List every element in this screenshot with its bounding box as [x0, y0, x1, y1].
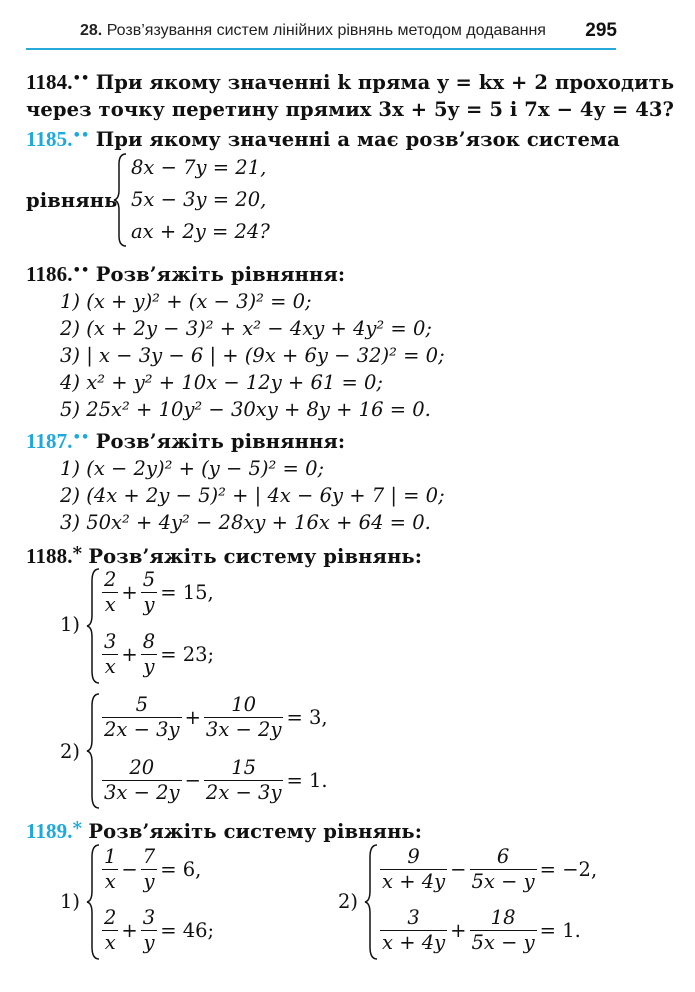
- fraction: $\frac{20}{3x - 2y}$: [104, 756, 180, 804]
- system-brace: [86, 692, 102, 810]
- system-row: $\frac{9}{x + 4y}$ − $\frac{6}{5x - y}$ = −2,: [382, 845, 598, 893]
- equation-item: 3) | x − 3y − 6 | + (9x + 6y − 32)² = 0;: [60, 344, 445, 367]
- fraction: $\frac{8}{y}$: [142, 630, 156, 678]
- fraction: $\frac{2}{x}$: [104, 906, 117, 954]
- fraction: $\frac{7}{y}$: [142, 845, 156, 893]
- header-rule: [26, 48, 616, 50]
- fraction: $\frac{5}{2x - 3y}$: [104, 693, 180, 741]
- fraction: $\frac{3}{x + 4y}$: [382, 906, 446, 954]
- fraction: $\frac{3}{x}$: [104, 630, 117, 678]
- system-brace: [86, 843, 102, 961]
- fraction: $\frac{1}{x}$: [104, 845, 117, 893]
- problem-1187-title: [26, 429, 345, 454]
- problem-text: Розв’яжіть систему рівнянь:: [88, 545, 423, 568]
- difficulty-mark: ••: [72, 71, 90, 86]
- system-row: $\frac{5}{2x - 3y}$ + $\frac{10}{3x - 2y}$ = 3,: [104, 693, 328, 741]
- difficulty-mark: *: [72, 818, 83, 839]
- fraction: $\frac{15}{2x - 3y}$: [205, 756, 282, 804]
- system-row: $\frac{1}{x}$ − $\frac{7}{y}$ = 6,: [104, 845, 202, 893]
- system-label: 1): [60, 890, 81, 913]
- problem-number: 1187.: [26, 429, 73, 453]
- system-label: рівнянь: [26, 189, 118, 212]
- system-brace: [86, 567, 102, 685]
- problem-1184-line2: через точку перетину прямих 3x + 5y = 5 і 7x − 4y = 43?: [26, 98, 675, 121]
- fraction: $\frac{3}{y}$: [142, 906, 156, 954]
- difficulty-mark: ••: [72, 128, 90, 143]
- problem-text: Розв’яжіть систему рівнянь:: [88, 820, 423, 843]
- equation-item: 5) 25x² + 10y² − 30xy + 8y + 16 = 0.: [60, 398, 431, 421]
- problem-number: 1184.: [26, 70, 73, 94]
- system-label: 2): [60, 740, 81, 763]
- system-eq2: 5x − 3y = 20,: [131, 188, 267, 211]
- equation-item: 2) (x + 2y − 3)² + x² − 4xy + 4y² = 0;: [60, 317, 432, 340]
- system-brace: [364, 843, 380, 961]
- fraction: $\frac{18}{5x - y}$: [471, 906, 535, 954]
- problem-1188-title: [26, 543, 422, 569]
- difficulty-mark: ••: [72, 430, 90, 445]
- system-row: $\frac{3}{x}$ + $\frac{8}{y}$ = 23;: [104, 630, 215, 678]
- problem-text: Розв’яжіть рівняння:: [95, 430, 346, 453]
- page-number: 295: [585, 20, 617, 41]
- system-brace: [113, 152, 129, 248]
- fraction: $\frac{9}{x + 4y}$: [382, 845, 446, 893]
- fraction: $\frac{6}{5x - y}$: [471, 845, 535, 893]
- problem-text: При якому значенні k пряма y = kx + 2 проходить: [95, 71, 675, 94]
- section-number: 28.: [80, 22, 103, 39]
- equation-item: 3) 50x² + 4y² − 28xy + 16x + 64 = 0.: [60, 511, 431, 534]
- problem-1184-line1: [26, 70, 674, 95]
- equation-item: 4) x² + y² + 10x − 12y + 61 = 0;: [60, 371, 383, 394]
- problem-number: 1188.: [26, 544, 73, 568]
- system-eq3: ax + 2y = 24?: [131, 220, 270, 243]
- equation-item: 1) (x + y)² + (x − 3)² = 0;: [60, 290, 312, 313]
- difficulty-mark: *: [72, 543, 83, 564]
- system-row: $\frac{2}{x}$ + $\frac{5}{y}$ = 15,: [104, 568, 214, 616]
- system-row: $\frac{2}{x}$ + $\frac{3}{y}$ = 46;: [104, 906, 215, 954]
- problem-number: 1189.: [26, 819, 73, 843]
- system-eq1: 8x − 7y = 21,: [131, 156, 267, 179]
- difficulty-mark: ••: [72, 263, 90, 278]
- system-row: $\frac{3}{x + 4y}$ + $\frac{18}{5x - y}$ = 1.: [382, 906, 581, 954]
- section-title: Розв’язування систем лінійних рівнянь методом додавання: [106, 22, 546, 39]
- problem-1185-line1: [26, 127, 620, 152]
- system-label: 2): [338, 890, 359, 913]
- running-title: [80, 22, 546, 40]
- problem-1189-title: [26, 818, 422, 844]
- problem-1186-title: [26, 262, 345, 287]
- problem-text: При якому значенні a має розв’язок система: [95, 128, 620, 151]
- fraction: $\frac{10}{3x - 2y}$: [205, 693, 282, 741]
- fraction: $\frac{5}{y}$: [142, 568, 156, 616]
- problem-number: 1186.: [26, 262, 73, 286]
- page-header: [0, 0, 695, 56]
- system-label: 1): [60, 613, 81, 636]
- equation-item: 1) (x − 2y)² + (y − 5)² = 0;: [60, 457, 325, 480]
- fraction: $\frac{2}{x}$: [104, 568, 117, 616]
- problem-number: 1185.: [26, 127, 73, 151]
- system-row: $\frac{20}{3x - 2y}$ − $\frac{15}{2x - 3y}$ = 1.: [104, 756, 328, 804]
- equation-item: 2) (4x + 2y − 5)² + | 4x − 6y + 7 | = 0;: [60, 484, 445, 507]
- problem-text: Розв’яжіть рівняння:: [95, 263, 346, 286]
